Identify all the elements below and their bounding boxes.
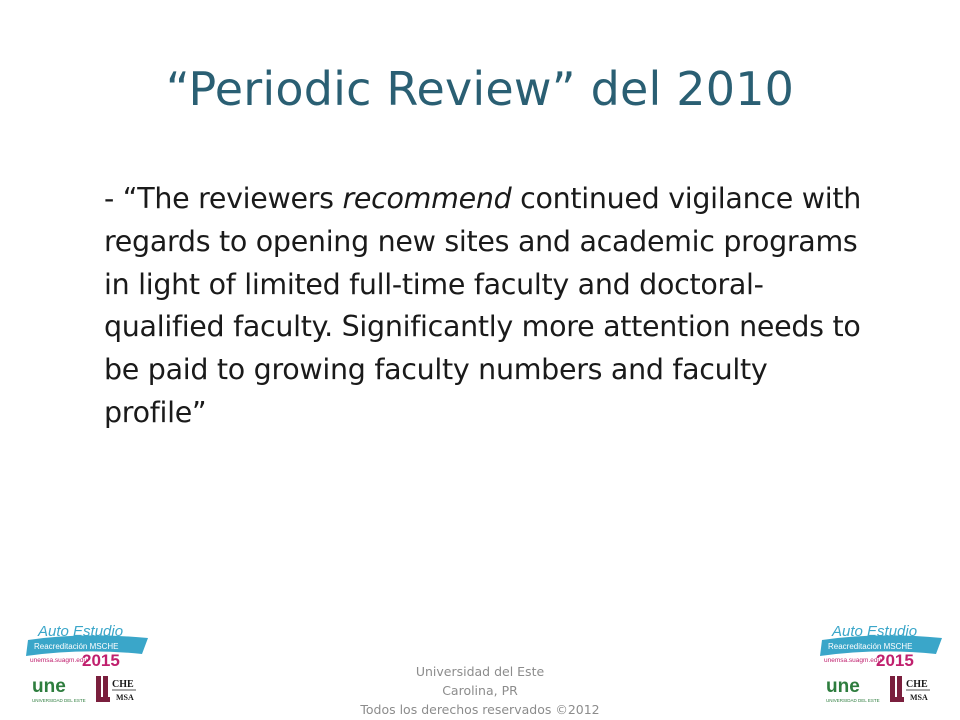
che-text-right: CHE: [906, 679, 928, 690]
badge-url-left: unemsa.suagm.edu: [30, 657, 88, 664]
badge-title-left: Auto Estudio: [38, 623, 124, 640]
une-caption-left: UNIVERSIDAD DEL ESTE: [32, 698, 86, 703]
footer-location: Carolina, PR: [442, 683, 518, 698]
badge-title-right: Auto Estudio: [832, 623, 918, 640]
footer-institution: Universidad del Este: [415, 664, 545, 679]
badge-year-left: 2015: [82, 651, 120, 670]
badge-url-right: unemsa.suagm.edu: [824, 657, 882, 664]
quote-emphasis: recommend: [342, 182, 512, 215]
quote-prefix: - “The reviewers: [104, 182, 343, 215]
msa-text-left: MSA: [116, 693, 134, 702]
quote-suffix: continued vigilance with regards to opening new sites and academic programs in light of limited full-time faculty and doctoral-qualified faculty. Significantly more attention needs to be paid to growing faculty numbers and faculty profile”: [104, 182, 861, 429]
che-text-left: CHE: [112, 679, 134, 690]
badge-subtitle-left: Reacreditación MSCHE: [34, 642, 119, 651]
footer-copyright: Todos los derechos reservados ©2012: [360, 702, 600, 717]
slide-footer: [0, 662, 960, 719]
une-logo-left: une: [32, 676, 66, 697]
une-logo-right: une: [826, 676, 860, 697]
une-caption-right: UNIVERSIDAD DEL ESTE: [826, 698, 880, 703]
slide-title: “Periodic Review” del 2010: [165, 62, 795, 116]
msa-text-right: MSA: [910, 693, 928, 702]
badge-year-right: 2015: [876, 651, 914, 670]
slide-body-quote: [104, 178, 864, 435]
badge-subtitle-right: Reacreditación MSCHE: [828, 642, 913, 651]
